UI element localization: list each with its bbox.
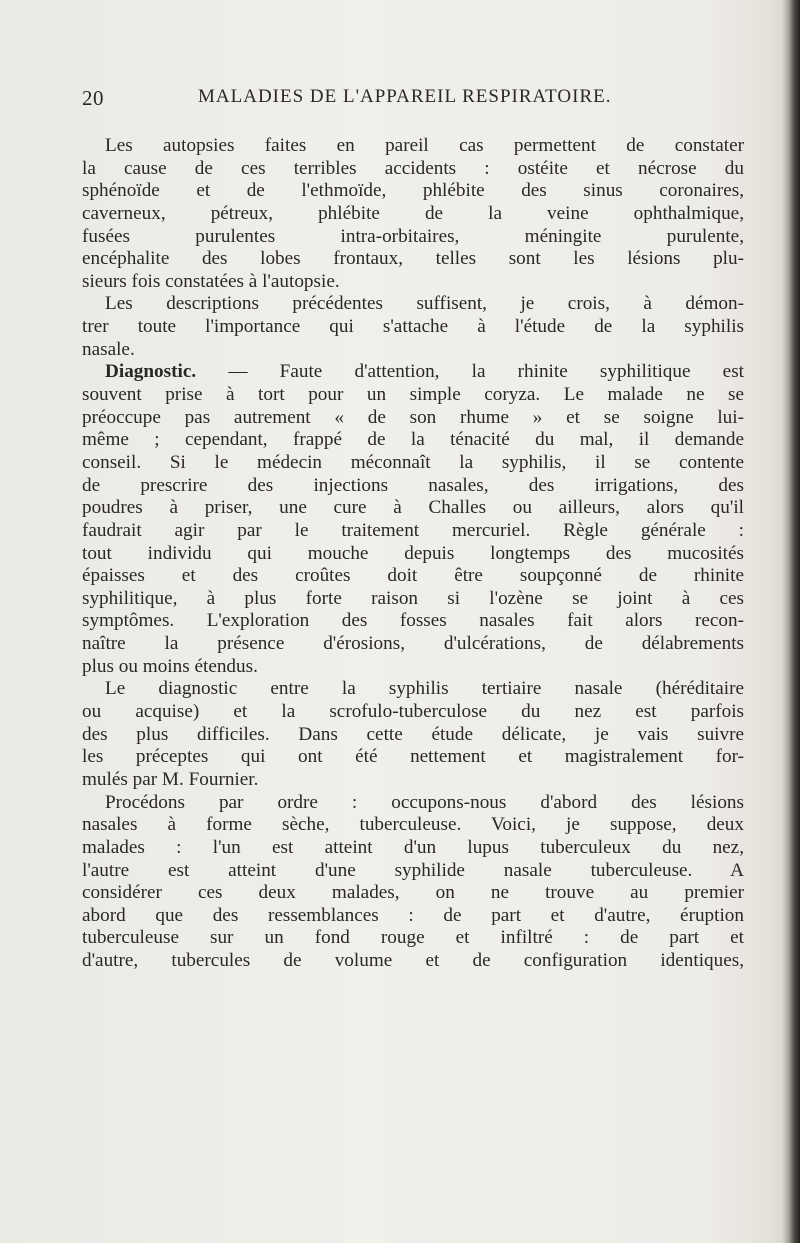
page-header <box>82 86 742 116</box>
text-line: épaisses et des croûtes doit être soupçonné de rhinite <box>82 565 744 587</box>
text-line: poudres à priser, une cure à Challes ou ailleurs, alors qu'il <box>82 497 744 519</box>
text-line: d'autre, tubercules de volume et de configuration identiques, <box>82 950 744 972</box>
text-line: des plus difficiles. Dans cette étude délicate, je vais suivre <box>82 723 744 745</box>
text-line: ou acquise) et la scrofulo-tuberculose du nez est parfois <box>82 701 744 723</box>
text-line: abord que des ressemblances : de part et d'autre, éruption <box>82 904 744 926</box>
text-line: fusées purulentes intra-orbitaires, méningite purulente, <box>82 225 744 247</box>
text-line: syphilitique, à plus forte raison si l'ozène se joint à ces <box>82 587 744 609</box>
running-title: MALADIES DE L'APPAREIL RESPIRATOIRE. <box>198 86 612 107</box>
text-line: souvent prise à tort pour un simple coryza. Le malade ne se <box>82 384 744 406</box>
text-line: Les descriptions précédentes suffisent, je crois, à démon- <box>105 293 744 315</box>
text-line: mulés par M. Fournier. <box>82 768 259 790</box>
text-line: malades : l'un est atteint d'un lupus tuberculeux du nez, <box>82 836 744 858</box>
text-line: naître la présence d'érosions, d'ulcérations, de délabrements <box>82 633 744 655</box>
text-line: plus ou moins étendus. <box>82 655 258 677</box>
text-line: faudrait agir par le traitement mercuriel. Règle générale : <box>82 519 744 541</box>
body-text <box>82 135 744 973</box>
text-run: — Faute d'attention, la rhinite syphilitique est <box>196 361 744 383</box>
text-line: Procédons par ordre : occupons-nous d'abord des lésions <box>105 791 744 813</box>
page-edge-shadow <box>782 0 800 1243</box>
text-line: les préceptes qui ont été nettement et magistralement for- <box>82 746 744 768</box>
page-number: 20 <box>82 86 104 110</box>
text-line: préoccupe pas autrement « de son rhume » et se soigne lui- <box>82 406 744 428</box>
text-line: Les autopsies faites en pareil cas permettent de constater <box>105 135 744 156</box>
text-line: tout individu qui mouche depuis longtemps des mucosités <box>82 542 744 564</box>
text-line: même ; cependant, frappé de la ténacité du mal, il demande <box>82 429 744 451</box>
text-line: nasale. <box>82 338 135 360</box>
text-line: la cause de ces terribles accidents : ostéite et nécrose du <box>82 157 744 179</box>
text-line: sieurs fois constatées à l'autopsie. <box>82 270 340 292</box>
section-heading-diagnostic: Diagnostic. <box>105 361 197 383</box>
text-line: caverneux, pétreux, phlébite de la veine ophthalmique, <box>82 202 744 224</box>
text-line: sphénoïde et de l'ethmoïde, phlébite des sinus coronaires, <box>82 180 744 202</box>
text-line: Le diagnostic entre la syphilis tertiaire nasale (héréditaire <box>105 678 744 700</box>
text-line: encéphalite des lobes frontaux, telles sont les lésions plu- <box>82 248 744 270</box>
text-line: conseil. Si le médecin méconnaît la syphilis, il se contente <box>82 451 744 473</box>
text-line: l'autre est atteint d'une syphilide nasale tuberculeuse. A <box>82 859 744 881</box>
text-line: trer toute l'importance qui s'attache à l'étude de la syphilis <box>82 316 744 338</box>
text-line: symptômes. L'exploration des fosses nasales fait alors recon- <box>82 610 744 632</box>
text-line: de prescrire des injections nasales, des irrigations, des <box>82 474 744 496</box>
text-line-diagnostic <box>82 361 744 384</box>
text-line: considérer ces deux malades, on ne trouve au premier <box>82 882 744 904</box>
text-line: tuberculeuse sur un fond rouge et infiltré : de part et <box>82 927 744 949</box>
text-line: nasales à forme sèche, tuberculeuse. Voici, je suppose, deux <box>82 814 744 836</box>
